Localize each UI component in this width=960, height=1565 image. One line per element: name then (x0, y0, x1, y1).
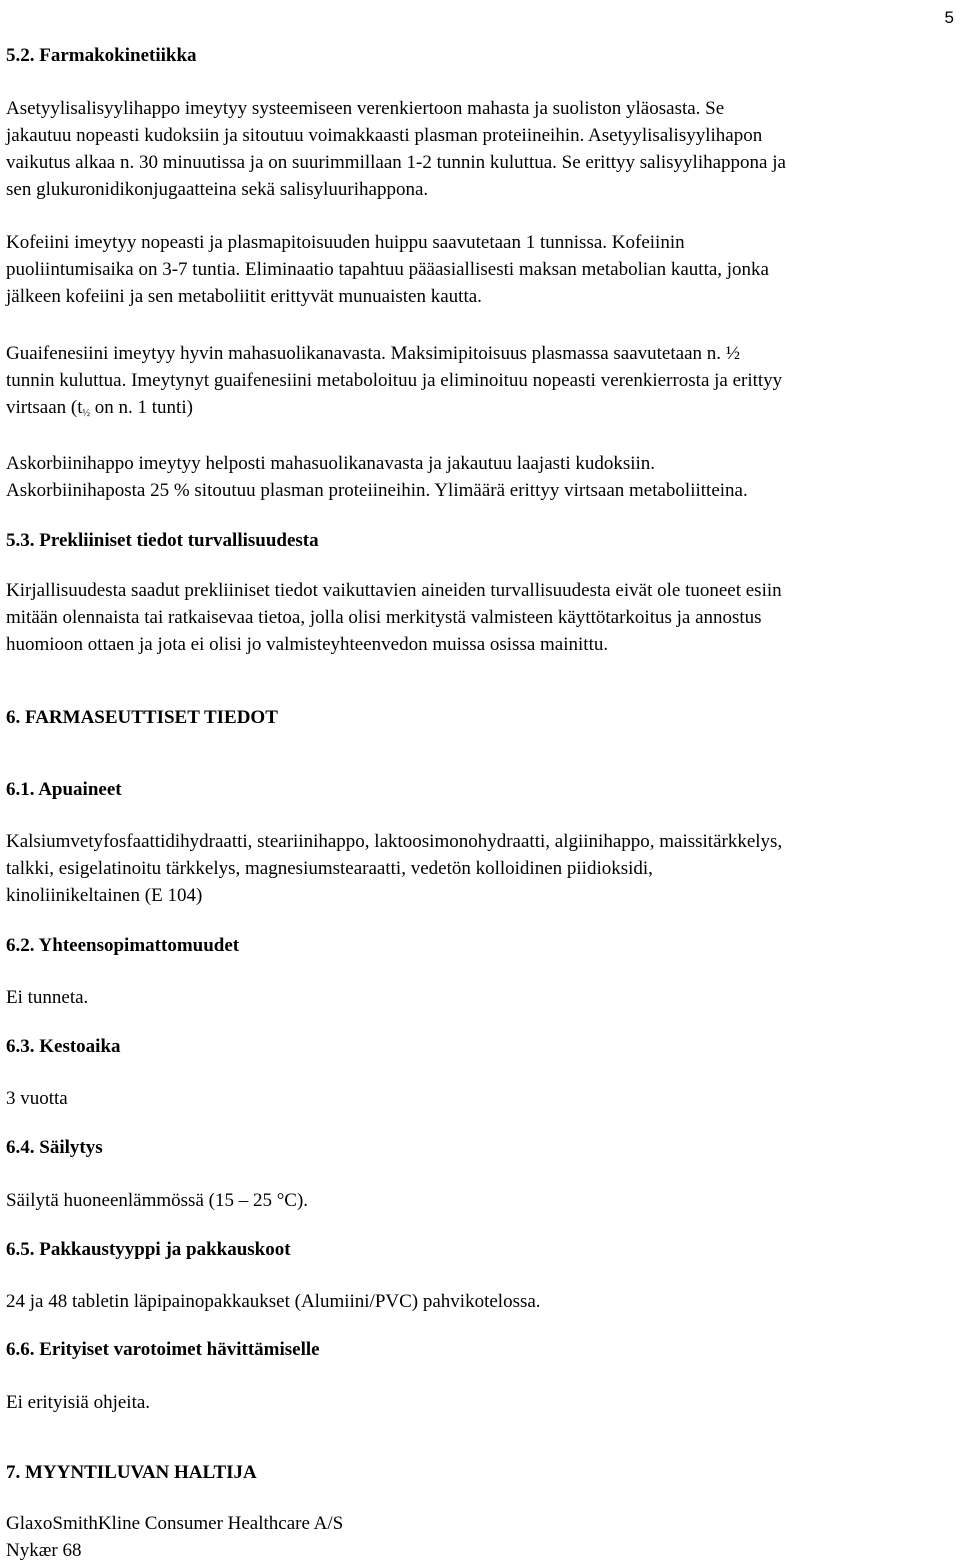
section-6-3-heading: 6.3. Kestoaika (6, 1036, 121, 1057)
section-5-3-heading: 5.3. Prekliiniset tiedot turvallisuudesta (6, 530, 319, 551)
section-5-2-paragraph-asa (6, 95, 951, 203)
text-line: Askorbiinihaposta 25 % sitoutuu plasman proteiineihin. Ylimäärä erittyy virtsaan metaboliitteina. (6, 480, 748, 501)
section-6-2-text: Ei tunneta. (6, 987, 89, 1008)
section-6-4-text: Säilytä huoneenlämmössä (15 – 25 °C). (6, 1190, 309, 1211)
half-life-subscript: ½ (82, 408, 91, 419)
text-line: Kirjallisuudesta saadut prekliiniset tiedot vaikuttavien aineiden turvallisuudesta eivät ole tuoneet esiin (6, 580, 782, 601)
text-line: GlaxoSmithKline Consumer Healthcare A/S (6, 1513, 344, 1534)
section-6-1-heading: 6.1. Apuaineet (6, 779, 122, 800)
text-line: mitään olennaista tai ratkaisevaa tietoa, jolla olisi merkitystä valmisteen käyttötarkoitus ja annostus (6, 607, 762, 628)
section-6-2-heading: 6.2. Yhteensopimattomuudet (6, 935, 240, 956)
text-line: kinoliinikeltainen (E 104) (6, 885, 203, 906)
section-6-1-paragraph (6, 828, 951, 909)
section-5-2-paragraph-ascorbic-acid (6, 450, 951, 504)
text-line: vaikutus alkaa n. 30 minuutissa ja on suurimmillaan 1-2 tunnin kuluttua. Se erittyy salisyylihappona ja (6, 152, 786, 173)
section-6-6-heading: 6.6. Erityiset varotoimet hävittämiselle (6, 1339, 320, 1360)
section-6-3-text: 3 vuotta (6, 1088, 68, 1109)
section-6-5-heading: 6.5. Pakkaustyyppi ja pakkauskoot (6, 1239, 291, 1260)
section-6-6-text: Ei erityisiä ohjeita. (6, 1392, 151, 1413)
section-5-2-paragraph-guaifenesin (6, 340, 951, 427)
text-line: Kofeiini imeytyy nopeasti ja plasmapitoisuuden huippu saavutetaan 1 tunnissa. Kofeiinin (6, 232, 685, 253)
text-line: huomioon ottaen ja jota ei olisi jo valmisteyhteenvedon muissa osissa mainittu. (6, 634, 609, 655)
section-6-5-text: 24 ja 48 tabletin läpipainopakkaukset (Alumiini/PVC) pahvikotelossa. (6, 1291, 541, 1312)
text-line: Kalsiumvetyfosfaattidihydraatti, steariinihappo, laktoosimonohydraatti, algiinihappo, maissitärkkelys, (6, 831, 783, 852)
text-line: Guaifenesiini imeytyy hyvin mahasuolikanavasta. Maksimipitoisuus plasmassa saavutetaan n. ½ (6, 343, 740, 364)
text-line: jälkeen kofeiini ja sen metaboliitit erittyvät munuaisten kautta. (6, 286, 482, 307)
text-line: Askorbiinihappo imeytyy helposti mahasuolikanavasta ja jakautuu laajasti kudoksiin. (6, 453, 656, 474)
text-fragment: virtsaan (t (6, 397, 83, 418)
section-5-3-paragraph (6, 577, 951, 658)
section-5-2-heading: 5.2. Farmakokinetiikka (6, 45, 197, 66)
section-6-4-heading: 6.4. Säilytys (6, 1137, 103, 1158)
section-5-2-paragraph-caffeine (6, 229, 951, 310)
text-line: puoliintumisaika on 3-7 tuntia. Eliminaatio tapahtuu pääasiallisesti maksan metabolian kautta, jonka (6, 259, 769, 280)
section-7-address (6, 1510, 951, 1564)
text-line: Asetyylisalisyylihappo imeytyy systeemiseen verenkiertoon mahasta ja suoliston yläosasta. Se (6, 98, 725, 119)
section-6-heading: 6. FARMASEUTTISET TIEDOT (6, 707, 278, 728)
text-line: Nykær 68 (6, 1540, 82, 1561)
text-line: tunnin kuluttua. Imeytynyt guaifenesiini metaboloituu ja eliminoituu nopeasti verenkierrosta ja erittyy (6, 370, 783, 391)
page-number: 5 (944, 8, 954, 27)
text-line: sen glukuronidikonjugaatteina sekä salisyluurihappona. (6, 179, 429, 200)
text-line (6, 394, 951, 427)
text-line: talkki, esigelatinoitu tärkkelys, magnesiumstearaatti, vedetön kolloidinen piidioksidi, (6, 858, 653, 879)
text-line: jakautuu nopeasti kudoksiin ja sitoutuu voimakkaasti plasman proteiineihin. Asetyylisalisyylihapon (6, 125, 763, 146)
section-7-heading: 7. MYYNTILUVAN HALTIJA (6, 1462, 257, 1483)
text-fragment: on n. 1 tunti) (90, 397, 193, 418)
